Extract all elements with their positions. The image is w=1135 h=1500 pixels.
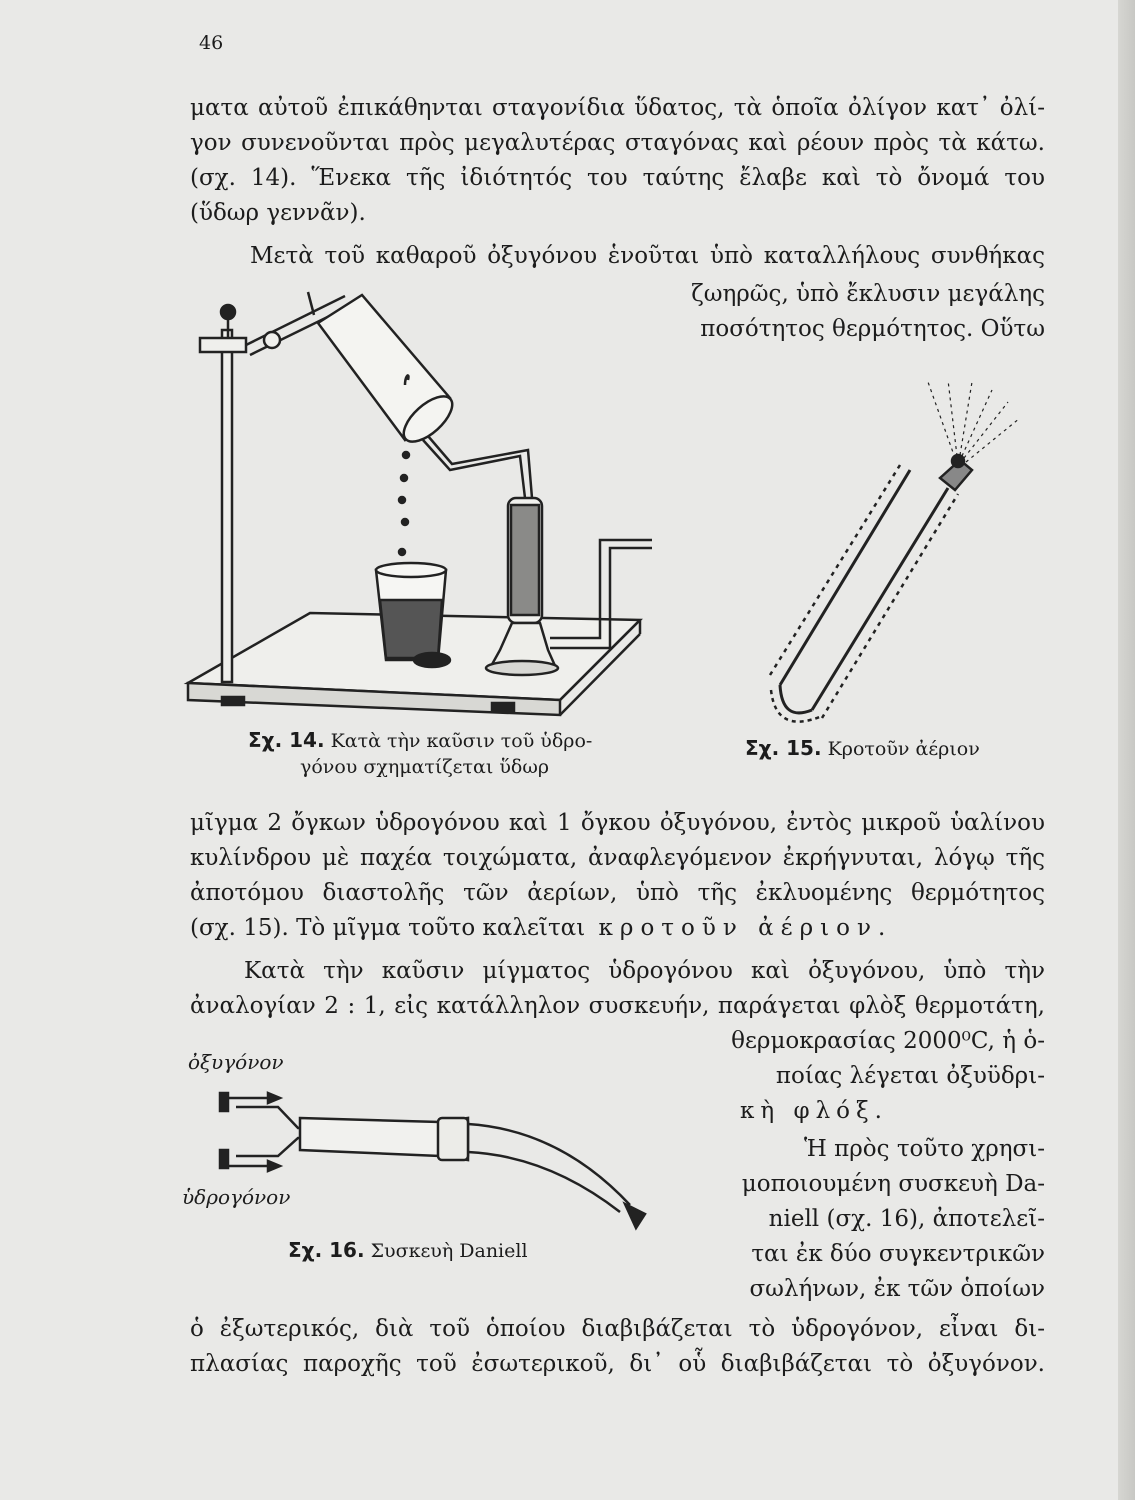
fig16-caption-text: Συσκευὴ Daniell: [370, 1240, 528, 1262]
text-line: Μετὰ τοῦ καθαροῦ ὀξυγόνου ἑνοῦται ὑπὸ καταλλήλους συνθήκας: [250, 243, 1045, 269]
page-number: 46: [199, 32, 224, 54]
text-line: niell (σχ. 16), ἀποτελεῖ-: [768, 1206, 1045, 1232]
text-line: πλασίας παροχῆς τοῦ ἐσωτερικοῦ, δι᾽ οὗ διαβιβάζεται τὸ ὀξυγόνον.: [190, 1351, 1045, 1377]
text-line: μοποιουμένη συσκευὴ Da-: [741, 1171, 1045, 1197]
fig15-illustration: [770, 380, 1020, 722]
text-line: ματα αὐτοῦ ἐπικάθηνται σταγονίδια ὕδατος, τὰ ὁποῖα ὀλίγον κατ᾽ ὀλί-: [190, 95, 1045, 121]
fig15-caption-text: Κροτοῦν ἀέριον: [827, 738, 980, 760]
text-line: ποσότητος θερμότητος. Οὕτω: [700, 316, 1045, 342]
text-line: ται ἐκ δύο συγκεντρικῶν: [751, 1241, 1045, 1267]
fig14-caption: [248, 728, 592, 752]
text-line: [190, 917, 892, 940]
fig16-label: Σχ. 16.: [288, 1238, 365, 1262]
text-line: θερμοκρασίας 2000⁰C, ἡ ὁ-: [731, 1028, 1045, 1054]
fig16-caption: [288, 1238, 528, 1262]
fig16-hydrogen-label: ὑδρογόνον: [182, 1185, 291, 1209]
fig14-caption-line2: γόνου σχηματίζεται ὕδωρ: [300, 756, 550, 778]
text-line: (σχ. 14). Ἕνεκα τῆς ἰδιότητός του ταύτης ἔλαβε καὶ τὸ ὄνομά του: [190, 165, 1045, 191]
text-line: γον συνενοῦνται πρὸς μεγαλυτέρας σταγόνας καὶ ρέουν πρὸς τὰ κάτω.: [190, 130, 1045, 156]
text-line: ὁ ἐξωτερικός, διὰ τοῦ ὁποίου διαβιβάζεται τὸ ὑδρογόνον, εἶναι δι-: [190, 1316, 1045, 1342]
fig14-label: Σχ. 14.: [248, 728, 325, 752]
text-line: ποίας λέγεται ὀξυϋδρι-: [775, 1063, 1045, 1089]
fig15-caption: [745, 736, 980, 760]
text-line: κὴ φλόξ.: [740, 1098, 888, 1124]
text-line: κυλίνδρου μὲ παχέα τοιχώματα, ἀναφλεγόμενον ἐκρήγνυται, λόγῳ τῆς: [190, 845, 1045, 871]
fig14-illustration: [188, 292, 652, 715]
fig14-caption-line1: Κατὰ τὴν καῦσιν τοῦ ὑδρο-: [330, 730, 593, 752]
fig16-oxygen-label: ὀξυγόνον: [188, 1050, 284, 1074]
text-line: (ὕδωρ γεννᾶν).: [190, 200, 366, 226]
text-line: ἀποτόμου διαστολῆς τῶν ἀερίων, ὑπὸ τῆς ἐκλυομένης θερμότητος: [190, 880, 1045, 906]
text-line: Ἡ πρὸς τοῦτο χρησι-: [804, 1136, 1045, 1162]
para3-last-prefix: (σχ. 15). Τὸ μῖγμα τοῦτο καλεῖται: [190, 915, 586, 941]
text-line: ἀναλογίαν 2 : 1, εἰς κατάλληλον συσκευήν, παράγεται φλὸξ θερμοτάτη,: [190, 993, 1045, 1019]
text-line: μῖγμα 2 ὄγκων ὑδρογόνου καὶ 1 ὄγκου ὀξυγόνου, ἐντὸς μικροῦ ὑαλίνου: [190, 810, 1045, 836]
text-line: σωλήνων, ἐκ τῶν ὁποίων: [749, 1276, 1045, 1302]
term-krotoun-aerion: κροτοῦν ἀέριον.: [598, 915, 893, 941]
fig15-label: Σχ. 15.: [745, 736, 822, 760]
text-line: ζωηρῶς, ὑπὸ ἔκλυσιν μεγάλης: [691, 281, 1045, 307]
text-line: Κατὰ τὴν καῦσιν μίγματος ὑδρογόνου καὶ ὀξυγόνου, ὑπὸ τὴν: [244, 958, 1045, 984]
